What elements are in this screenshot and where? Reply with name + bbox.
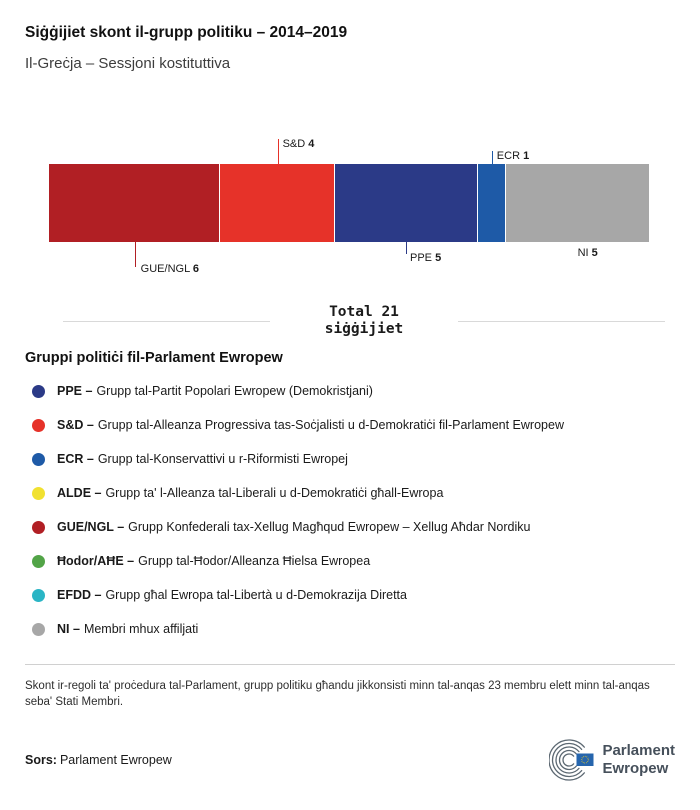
source-label: Sors: — [25, 753, 57, 767]
source-value: Parlament Ewropew — [59, 753, 172, 767]
leader-line — [278, 139, 279, 164]
ep-logo-flag-icon — [577, 754, 594, 767]
legend-abbr: PPE – — [57, 384, 93, 398]
legend-list — [25, 374, 675, 646]
total-line2: siġġijiet — [324, 321, 404, 337]
segment-label-gue-ngl — [135, 242, 199, 276]
segment-label-ecr — [492, 150, 529, 164]
segment-name: NI — [577, 247, 589, 259]
source-line — [25, 753, 172, 767]
segment-value: 4 — [308, 138, 315, 150]
legend-item-alde — [25, 476, 675, 510]
divider-line — [63, 321, 270, 322]
bar-segment-sd — [220, 164, 334, 242]
footer-divider — [25, 664, 675, 665]
footer-row — [25, 738, 675, 782]
legend-abbr: GUE/NGL – — [57, 520, 125, 534]
segment-value: 6 — [192, 263, 199, 275]
legend-abbr: ECR – — [57, 452, 94, 466]
bar-segment-ni — [506, 164, 649, 242]
legend-color-dot — [32, 419, 45, 432]
bar-segment-gue-ngl — [49, 164, 220, 242]
segment-name: ECR — [496, 150, 521, 162]
legend-desc: Grupp għal Ewropa tal-Libertà u d-Demokrazija Diretta — [105, 588, 407, 602]
leader-line — [492, 151, 493, 164]
segment-value: 5 — [591, 247, 598, 259]
total-seats-row — [63, 304, 665, 338]
legend-color-dot — [32, 555, 45, 568]
legend-abbr: NI – — [57, 622, 80, 636]
segment-label-text — [135, 242, 199, 276]
legend-item-ppe — [25, 374, 675, 408]
legend-color-dot — [32, 453, 45, 466]
segment-value: 5 — [435, 252, 442, 264]
seat-bar — [49, 164, 649, 242]
legend-desc: Grupp tal-Konservattivi u r-Riformisti Ewropej — [97, 452, 348, 466]
legend-desc: Grupp ta' l-Alleanza tal-Liberali u d-Demokratiċi għall-Ewropa — [105, 486, 444, 500]
logo-text-line2: Ewropew — [602, 760, 669, 777]
stacked-bar-chart — [49, 138, 649, 278]
total-line1: Total 21 — [329, 304, 399, 320]
page-subtitle: Il-Greċja – Sessjoni kostituttiva — [25, 55, 231, 72]
logo-text-line1: Parlament — [602, 742, 675, 759]
infographic-page — [0, 24, 700, 782]
legend-item-ecr — [25, 442, 675, 476]
legend-color-dot — [32, 385, 45, 398]
legend-desc: Grupp tal-Alleanza Progressiva tas-Soċjalisti u d-Demokratiċi fil-Parlament Ewropew — [97, 418, 564, 432]
legend-item-gue-ngl — [25, 510, 675, 544]
footnote-text: Skont ir-regoli ta' proċedura tal-Parlament, grupp politiku għandu jikkonsisti minn tal-anqas 23 membru elett minn tal-anqas seba' Stati Membri. — [25, 680, 650, 708]
legend-item-efdd — [25, 578, 675, 612]
legend-item-hodor-ahe — [25, 544, 675, 578]
segment-label-ppe — [406, 242, 441, 265]
legend-abbr: ALDE – — [57, 486, 102, 500]
total-seats-label — [270, 304, 459, 338]
legend-abbr: S&D – — [57, 418, 94, 432]
segment-name: GUE/NGL — [140, 263, 190, 275]
legend-desc: Membri mhux affiljati — [83, 622, 199, 636]
segment-label-text — [406, 242, 441, 265]
bar-segment-ppe — [335, 164, 478, 242]
legend-heading: Gruppi politiċi fil-Parlament Ewropew — [25, 350, 283, 366]
segment-label-text — [278, 138, 315, 151]
page-title: Siġġijiet skont il-grupp politiku – 2014–2019 — [25, 24, 348, 41]
bar-segment-ecr — [478, 164, 507, 242]
ep-logo-hemicycle-icon — [549, 738, 595, 782]
legend-color-dot — [32, 487, 45, 500]
legend-abbr: EFDD – — [57, 588, 102, 602]
legend-desc: Grupp Konfederali tax-Xellug Magħqud Ewropew – Xellug Aħdar Nordiku — [128, 520, 531, 534]
segment-name: PPE — [410, 252, 433, 264]
segment-label-sd — [278, 138, 315, 164]
ep-logo — [549, 738, 675, 782]
leader-line — [406, 242, 407, 254]
legend-desc: Grupp tal-Ħodor/Alleanza Ħielsa Ewropea — [138, 554, 371, 568]
legend-color-dot — [32, 589, 45, 602]
segment-name: S&D — [282, 138, 306, 150]
legend-desc: Grupp tal-Partit Popolari Ewropew (Demokristjani) — [96, 384, 373, 398]
legend-abbr: Ħodor/AĦE – — [57, 554, 135, 568]
segment-label-ni — [578, 242, 598, 260]
legend-item-ni — [25, 612, 675, 646]
segment-label-text — [578, 242, 598, 260]
segment-value: 1 — [523, 150, 530, 162]
divider-line — [458, 321, 665, 322]
leader-line — [135, 242, 136, 267]
legend-color-dot — [32, 521, 45, 534]
legend-color-dot — [32, 623, 45, 636]
segment-label-text — [492, 150, 529, 163]
ep-logo-wordmark — [602, 742, 675, 778]
legend-item-sd — [25, 408, 675, 442]
